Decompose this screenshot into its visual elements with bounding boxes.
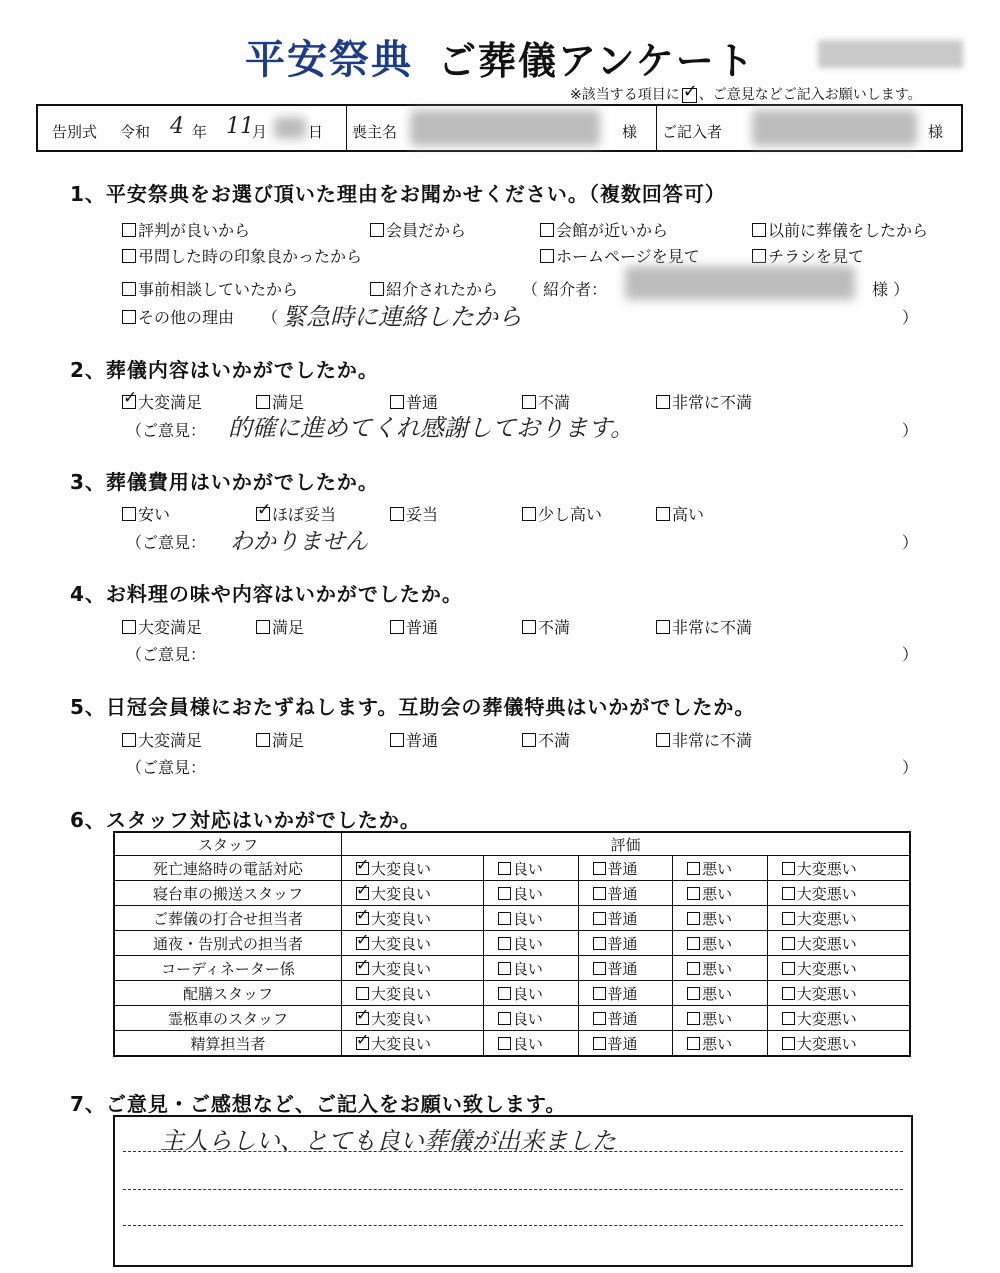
rating-label: 大変悪い xyxy=(796,959,857,978)
staff-row xyxy=(114,881,910,906)
checkbox-icon[interactable] xyxy=(498,912,511,925)
rating-label: 悪い xyxy=(702,859,733,878)
q1-option[interactable] xyxy=(122,244,362,267)
rating-cell[interactable] xyxy=(673,981,768,1006)
rating-label: 普通 xyxy=(607,1034,638,1053)
rating-cell[interactable] xyxy=(767,956,910,981)
note-before: ※該当する項目に xyxy=(570,87,680,103)
q5-option[interactable] xyxy=(522,728,570,751)
checkbox-icon[interactable] xyxy=(656,395,670,409)
checkbox-icon[interactable] xyxy=(498,1012,511,1025)
checkbox-checked-icon[interactable] xyxy=(356,912,369,925)
introducer-open: （ 紹介者： xyxy=(522,280,608,299)
staff-role: 霊柩車のスタッフ xyxy=(114,1006,342,1031)
rating-cell[interactable] xyxy=(342,956,484,981)
checkbox-icon[interactable] xyxy=(122,223,136,237)
q7-comment-text[interactable]: 主人らしい、とても良い葬儀が出来ました xyxy=(160,1127,616,1155)
sama-label-1: 様 xyxy=(622,123,638,141)
q3-option[interactable] xyxy=(390,502,438,525)
ceremony-label: 告別式 xyxy=(52,123,98,141)
checkbox-icon[interactable] xyxy=(390,620,404,634)
rating-cell[interactable] xyxy=(578,1006,673,1031)
rating-cell[interactable] xyxy=(767,906,910,931)
checkbox-checked-icon[interactable] xyxy=(356,1037,369,1050)
rating-label: 大変良い xyxy=(371,959,432,978)
checkbox-icon[interactable] xyxy=(356,987,369,1000)
rating-label: 悪い xyxy=(702,959,733,978)
checkbox-icon[interactable] xyxy=(370,223,384,237)
checkbox-icon[interactable] xyxy=(540,249,554,263)
q2-comment-label: （ご意見： xyxy=(126,421,207,440)
option-label: 普通 xyxy=(406,618,439,637)
rating-label: 良い xyxy=(512,934,543,953)
brand-title: 平安祭典 xyxy=(245,36,413,83)
rating-cell[interactable] xyxy=(483,981,578,1006)
checkbox-icon[interactable] xyxy=(752,249,766,263)
checkbox-icon[interactable] xyxy=(687,937,700,950)
checkbox-icon[interactable] xyxy=(256,733,270,747)
checkbox-icon[interactable] xyxy=(593,1037,606,1050)
checkbox-icon[interactable] xyxy=(522,733,536,747)
q5-title: 5、日冠会員様におたずねします。互助会の葬儀特典はいかがでしたか。 xyxy=(70,695,756,719)
staff-row xyxy=(114,906,910,931)
rating-label: 良い xyxy=(512,859,543,878)
rating-cell[interactable] xyxy=(342,1031,484,1057)
staff-role: 通夜・告別式の担当者 xyxy=(114,931,342,956)
other-open: （ xyxy=(262,308,279,327)
option-label: 妥当 xyxy=(406,505,439,524)
checkbox-icon[interactable] xyxy=(782,1012,795,1025)
rating-label: 普通 xyxy=(607,959,638,978)
staff-role: 配膳スタッフ xyxy=(114,981,342,1006)
note-after: 、ご意見などご記入お願いします。 xyxy=(698,87,922,103)
rating-cell[interactable] xyxy=(483,856,578,881)
staff-role: 死亡連絡時の電話対応 xyxy=(114,856,342,881)
q5-comment-label: （ご意見： xyxy=(126,758,207,777)
staff-role: コーディネーター係 xyxy=(114,956,342,981)
option-label: 不満 xyxy=(538,393,571,412)
redacted-introducer xyxy=(625,266,855,300)
option-label: 紹介されたから xyxy=(386,280,499,299)
rating-cell[interactable] xyxy=(342,1006,484,1031)
comment-line xyxy=(123,1189,903,1190)
year-label: 年 xyxy=(192,123,208,141)
option-label: 満足 xyxy=(272,393,305,412)
staff-role: ご葬儀の打合せ担当者 xyxy=(114,906,342,931)
rating-label: 普通 xyxy=(607,909,638,928)
rating-cell[interactable] xyxy=(483,956,578,981)
option-label: 事前相談していたから xyxy=(138,280,299,299)
rating-label: 普通 xyxy=(607,1009,638,1028)
rating-label: 良い xyxy=(512,1034,543,1053)
rating-label: 良い xyxy=(512,884,543,903)
q3-comment-label: （ご意見： xyxy=(126,533,207,552)
q6-title: 6、スタッフ対応はいかがでしたか。 xyxy=(70,808,421,832)
option-label: 安い xyxy=(138,505,171,524)
sama-label-2: 様 xyxy=(928,123,944,141)
rating-label: 良い xyxy=(512,1009,543,1028)
rating-cell[interactable] xyxy=(483,881,578,906)
option-label: 大変満足 xyxy=(138,393,203,412)
staff-rating-table xyxy=(113,831,911,1057)
rating-cell[interactable] xyxy=(578,881,673,906)
rating-cell[interactable] xyxy=(767,881,910,906)
checkbox-icon[interactable] xyxy=(593,912,606,925)
rating-cell[interactable] xyxy=(342,981,484,1006)
staff-role: 精算担当者 xyxy=(114,1031,342,1057)
rating-label: 大変悪い xyxy=(796,909,857,928)
checkbox-icon[interactable] xyxy=(782,987,795,1000)
divider xyxy=(346,106,347,150)
staff-role: 寝台車の搬送スタッフ xyxy=(114,881,342,906)
introducer-close: 様 ） xyxy=(872,280,910,299)
option-label: 不満 xyxy=(538,731,571,750)
q4-comment-label: （ご意見： xyxy=(126,645,207,664)
rating-cell[interactable] xyxy=(578,931,673,956)
rating-label: 悪い xyxy=(702,1034,733,1053)
checkbox-icon[interactable] xyxy=(687,1037,700,1050)
rating-label: 悪い xyxy=(702,909,733,928)
rating-label: 大変良い xyxy=(371,884,432,903)
rating-cell[interactable] xyxy=(673,856,768,881)
q1-option[interactable] xyxy=(752,218,928,241)
q1-option[interactable] xyxy=(370,218,466,241)
option-label: 弔問した時の印象良かったから xyxy=(138,247,363,266)
checkbox-checked-icon[interactable] xyxy=(256,507,270,521)
option-label: 大変満足 xyxy=(138,618,203,637)
checkbox-icon[interactable] xyxy=(593,862,606,875)
rating-label: 普通 xyxy=(607,984,638,1003)
rating-label: 大変良い xyxy=(371,859,432,878)
staff-row xyxy=(114,956,910,981)
option-label: 高い xyxy=(672,505,705,524)
rating-cell[interactable] xyxy=(578,856,673,881)
checkbox-icon[interactable] xyxy=(656,507,670,521)
q4-option[interactable] xyxy=(656,615,752,638)
rating-cell[interactable] xyxy=(673,1006,768,1031)
option-label: その他の理由 xyxy=(138,308,235,327)
survey-title: ご葬儀アンケート xyxy=(438,39,756,83)
col-staff-header: スタッフ xyxy=(114,832,342,856)
checkbox-icon[interactable] xyxy=(522,507,536,521)
checkmark-icon xyxy=(682,88,697,103)
option-label: 非常に不満 xyxy=(672,618,753,637)
comment-line xyxy=(123,1225,903,1226)
rating-cell[interactable] xyxy=(483,1031,578,1057)
rating-cell[interactable] xyxy=(767,981,910,1006)
rating-label: 大変悪い xyxy=(796,984,857,1003)
other-reason-text[interactable]: 緊急時に連絡したから xyxy=(282,303,522,331)
option-label: 非常に不満 xyxy=(672,731,753,750)
rating-label: 悪い xyxy=(702,884,733,903)
rating-cell[interactable] xyxy=(673,956,768,981)
redacted-chief-mourner xyxy=(410,110,600,146)
option-label: ホームページを見て xyxy=(556,247,700,266)
checkbox-icon[interactable] xyxy=(498,1037,511,1050)
q2-option[interactable] xyxy=(656,390,752,413)
staff-row xyxy=(114,981,910,1006)
checkbox-icon[interactable] xyxy=(593,987,606,1000)
checkbox-icon[interactable] xyxy=(522,620,536,634)
q5-option[interactable] xyxy=(656,728,752,751)
chief-mourner-label: 喪主名 xyxy=(352,123,398,141)
rating-cell[interactable] xyxy=(767,856,910,881)
checkbox-checked-icon[interactable] xyxy=(356,862,369,875)
rating-label: 大変良い xyxy=(371,984,432,1003)
option-label: 非常に不満 xyxy=(672,393,753,412)
checkbox-icon[interactable] xyxy=(122,310,136,324)
q3-title: 3、葬儀費用はいかがでしたか。 xyxy=(70,470,379,494)
option-label: ほぼ妥当 xyxy=(272,505,337,524)
rating-label: 悪い xyxy=(702,1009,733,1028)
rating-label: 普通 xyxy=(607,859,638,878)
rating-cell[interactable] xyxy=(673,931,768,956)
checkbox-icon[interactable] xyxy=(687,1012,700,1025)
q3-option[interactable] xyxy=(256,502,336,525)
rating-label: 良い xyxy=(512,909,543,928)
rating-cell[interactable] xyxy=(673,906,768,931)
q2-option[interactable] xyxy=(122,390,202,413)
option-label: 少し高い xyxy=(538,505,603,524)
era-label: 令和 xyxy=(120,123,151,141)
option-label: 満足 xyxy=(272,731,305,750)
col-rating-header: 評価 xyxy=(342,832,911,856)
option-label: 以前に葬儀をしたから xyxy=(768,221,929,240)
checkbox-icon[interactable] xyxy=(782,962,795,975)
rating-cell[interactable] xyxy=(578,1031,673,1057)
staff-row xyxy=(114,1031,910,1057)
rating-label: 大変良い xyxy=(371,909,432,928)
rating-label: 普通 xyxy=(607,884,638,903)
q2-comment-text[interactable]: 的確に進めてくれ感謝しております。 xyxy=(228,414,635,442)
checkbox-checked-icon[interactable] xyxy=(356,962,369,975)
checkbox-icon[interactable] xyxy=(256,620,270,634)
checkbox-checked-icon[interactable] xyxy=(122,395,136,409)
option-label: 評判が良いから xyxy=(138,221,251,240)
checkbox-icon[interactable] xyxy=(498,862,511,875)
q4-close: ） xyxy=(902,645,919,664)
checkbox-icon[interactable] xyxy=(256,395,270,409)
checkbox-checked-icon[interactable] xyxy=(356,937,369,950)
staff-row xyxy=(114,931,910,956)
checkbox-checked-icon[interactable] xyxy=(356,1012,369,1025)
checkbox-icon[interactable] xyxy=(687,987,700,1000)
divider xyxy=(656,106,657,150)
checkbox-icon[interactable] xyxy=(752,223,766,237)
rating-label: 良い xyxy=(512,984,543,1003)
rating-cell[interactable] xyxy=(767,1006,910,1031)
checkbox-checked-icon[interactable] xyxy=(356,887,369,900)
rating-label: 悪い xyxy=(702,984,733,1003)
checkbox-icon[interactable] xyxy=(782,862,795,875)
q1-option[interactable] xyxy=(752,244,864,267)
rating-label: 大変悪い xyxy=(796,1034,857,1053)
rating-label: 大変悪い xyxy=(796,1009,857,1028)
staff-row xyxy=(114,1006,910,1031)
rating-cell[interactable] xyxy=(578,906,673,931)
option-label: 会館が近いから xyxy=(556,221,669,240)
writer-label: ご記入者 xyxy=(662,123,723,141)
q4-option[interactable] xyxy=(122,615,202,638)
rating-cell[interactable] xyxy=(767,931,910,956)
rating-cell[interactable] xyxy=(342,931,484,956)
option-label: 大変満足 xyxy=(138,731,203,750)
checkbox-icon[interactable] xyxy=(390,733,404,747)
rating-label: 悪い xyxy=(702,934,733,953)
other-close: ） xyxy=(902,308,919,327)
rating-cell[interactable] xyxy=(767,1031,910,1057)
day-label: 日 xyxy=(308,123,324,141)
q3-comment-text[interactable]: わかりません xyxy=(230,529,368,555)
rating-cell[interactable] xyxy=(342,881,484,906)
rating-cell[interactable] xyxy=(673,1031,768,1057)
checkbox-icon[interactable] xyxy=(593,962,606,975)
checkbox-icon[interactable] xyxy=(498,937,511,950)
rating-label: 大変悪い xyxy=(796,859,857,878)
checkbox-icon[interactable] xyxy=(782,1037,795,1050)
option-label: 満足 xyxy=(272,618,305,637)
year-value[interactable]: 4 xyxy=(170,114,184,139)
q5-close: ） xyxy=(902,758,919,777)
q1-option[interactable] xyxy=(540,244,700,267)
q3-close: ） xyxy=(902,533,919,552)
rating-label: 良い xyxy=(512,959,543,978)
rating-label: 大変良い xyxy=(371,1034,432,1053)
q4-option[interactable] xyxy=(522,615,570,638)
option-label: 普通 xyxy=(406,731,439,750)
option-label: 不満 xyxy=(538,618,571,637)
option-label: チラシを見て xyxy=(768,247,865,266)
checkbox-icon[interactable] xyxy=(122,282,136,296)
checkbox-icon[interactable] xyxy=(122,733,136,747)
q1-option[interactable] xyxy=(540,218,668,241)
checkbox-icon[interactable] xyxy=(498,987,511,1000)
rating-label: 大変悪い xyxy=(796,884,857,903)
checkbox-icon[interactable] xyxy=(782,887,795,900)
rating-cell[interactable] xyxy=(578,956,673,981)
redacted-writer xyxy=(752,110,917,146)
q2-close: ） xyxy=(902,421,919,440)
checkbox-icon[interactable] xyxy=(593,1012,606,1025)
checkbox-icon[interactable] xyxy=(687,962,700,975)
redacted-day xyxy=(274,117,306,139)
checkbox-icon[interactable] xyxy=(540,223,554,237)
rating-label: 普通 xyxy=(607,934,638,953)
q4-option[interactable] xyxy=(256,615,304,638)
checkbox-icon[interactable] xyxy=(687,862,700,875)
checkbox-icon[interactable] xyxy=(498,962,511,975)
checkbox-icon[interactable] xyxy=(122,507,136,521)
q3-option[interactable] xyxy=(656,502,704,525)
rating-cell[interactable] xyxy=(342,906,484,931)
q5-option[interactable] xyxy=(390,728,438,751)
checkbox-icon[interactable] xyxy=(687,912,700,925)
rating-cell[interactable] xyxy=(483,1006,578,1031)
q7-title: 7、ご意見・ご感想など、ご記入をお願い致します。 xyxy=(70,1092,567,1116)
checkbox-icon[interactable] xyxy=(656,733,670,747)
q4-title: 4、お料理の味や内容はいかがでしたか。 xyxy=(70,582,463,606)
checkbox-icon[interactable] xyxy=(522,395,536,409)
rating-label: 大変良い xyxy=(371,1009,432,1028)
q1-title: 1、平安祭典をお選び頂いた理由をお聞かせください。（複数回答可） xyxy=(70,182,726,206)
q1-option[interactable] xyxy=(122,218,250,241)
q2-title: 2、葬儀内容はいかがでしたか。 xyxy=(70,358,379,382)
checkbox-icon[interactable] xyxy=(390,507,404,521)
checkbox-icon[interactable] xyxy=(782,937,795,950)
checkbox-icon[interactable] xyxy=(687,887,700,900)
checkbox-icon[interactable] xyxy=(390,395,404,409)
rating-cell[interactable] xyxy=(483,906,578,931)
rating-cell[interactable] xyxy=(578,981,673,1006)
staff-row xyxy=(114,856,910,881)
checkbox-icon[interactable] xyxy=(122,620,136,634)
q3-option[interactable] xyxy=(522,502,602,525)
q5-option[interactable] xyxy=(256,728,304,751)
month-value[interactable]: 11 xyxy=(226,114,254,139)
checkbox-icon[interactable] xyxy=(593,937,606,950)
q1-option[interactable] xyxy=(122,277,298,300)
rating-cell[interactable] xyxy=(673,881,768,906)
q4-option[interactable] xyxy=(390,615,438,638)
rating-label: 大変良い xyxy=(371,934,432,953)
option-label: 会員だから xyxy=(386,221,467,240)
rating-cell[interactable] xyxy=(483,931,578,956)
redacted-serial xyxy=(818,40,963,68)
month-label: 月 xyxy=(252,123,268,141)
rating-label: 大変悪い xyxy=(796,934,857,953)
checkbox-icon[interactable] xyxy=(498,887,511,900)
checkbox-icon[interactable] xyxy=(656,620,670,634)
checkbox-icon[interactable] xyxy=(782,912,795,925)
q1-option[interactable] xyxy=(122,305,234,328)
checkbox-icon[interactable] xyxy=(122,249,136,263)
q3-option[interactable] xyxy=(122,502,170,525)
rating-cell[interactable] xyxy=(342,856,484,881)
option-label: 普通 xyxy=(406,393,439,412)
checkbox-icon[interactable] xyxy=(370,282,384,296)
q5-option[interactable] xyxy=(122,728,202,751)
checkbox-icon[interactable] xyxy=(593,887,606,900)
instruction-note xyxy=(570,84,922,104)
